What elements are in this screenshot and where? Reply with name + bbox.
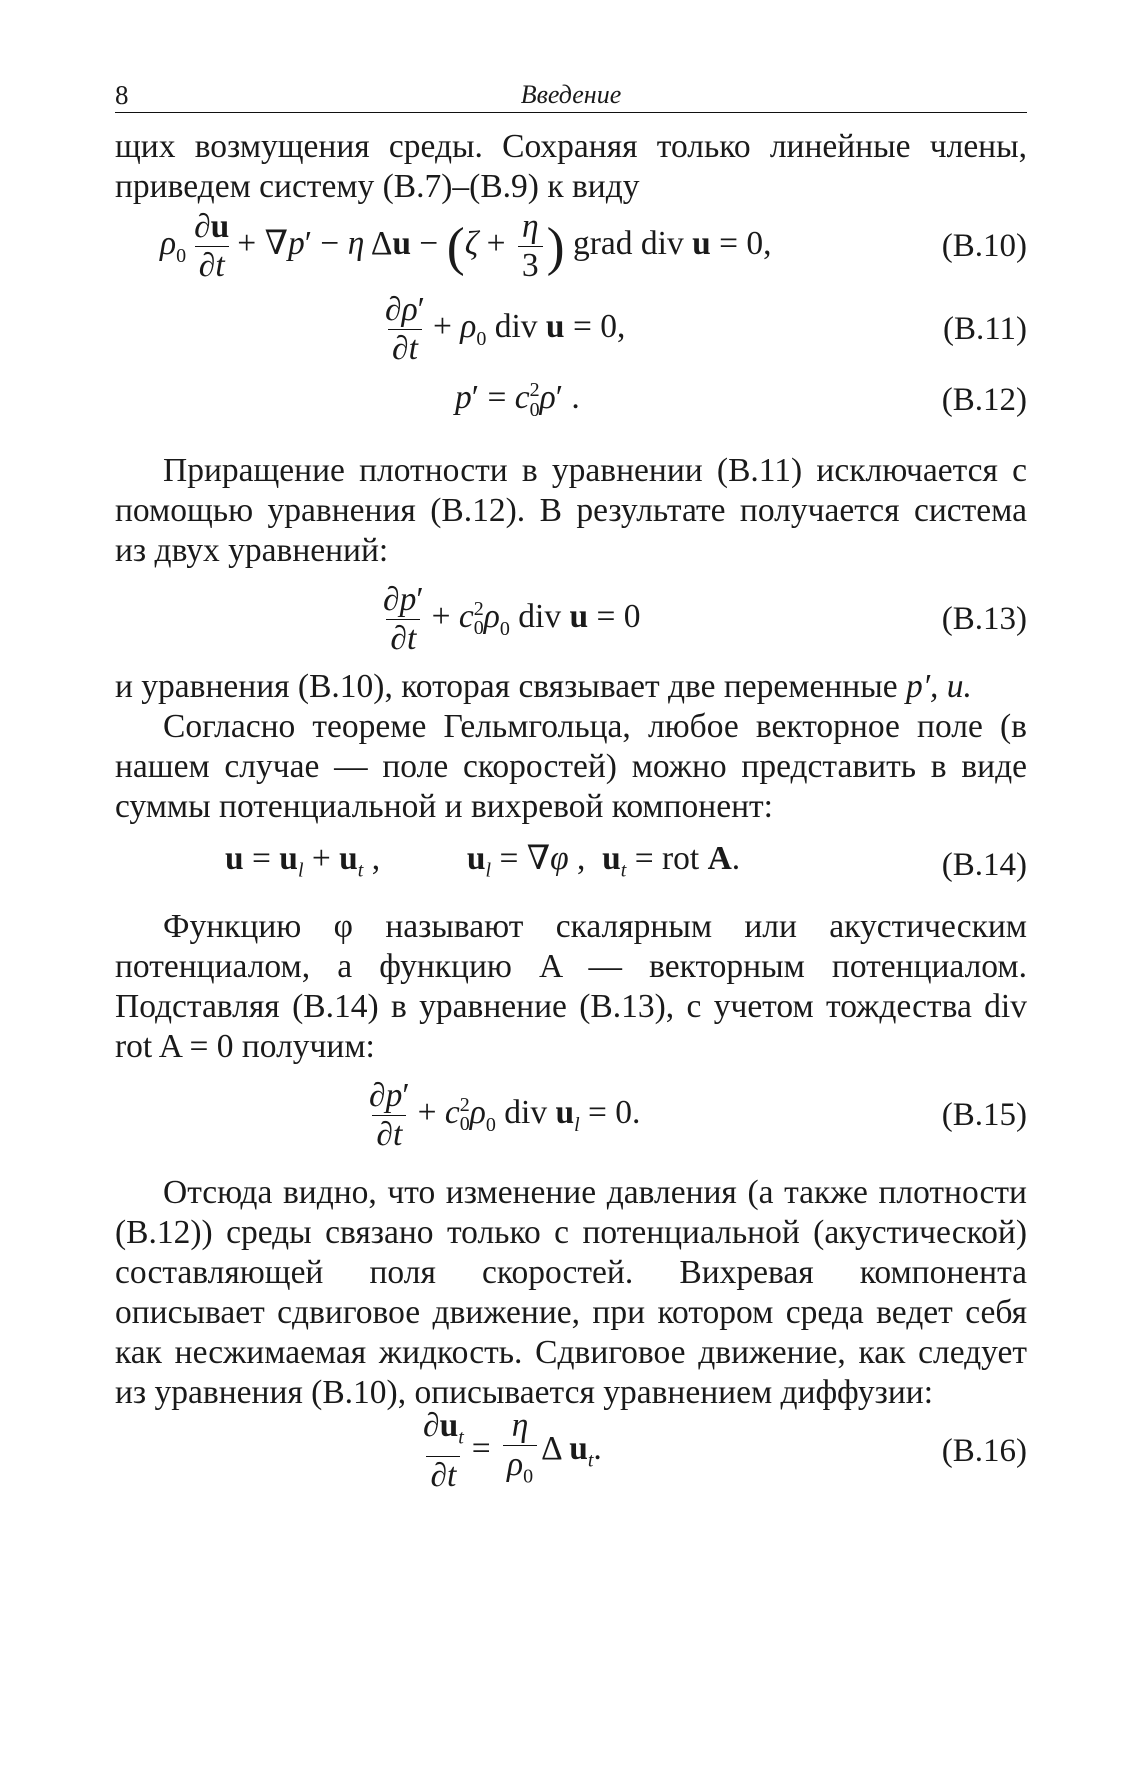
equation-number-b13: (В.13) bbox=[941, 601, 1027, 637]
equation-b14 bbox=[115, 827, 1027, 903]
paragraph-6: Отсюда видно, что изменение давления (а также плотности (В.12)) среды связано только с потенциальной (акустической) составляющей поля скоростей. Вихревая компонента описывает сдвиговое движение, при котором среда ведет себя как несжимаемая жидкость. Сдвиговое движение, как следует из уравнения (В.10), описывается уравнением диффузии: bbox=[115, 1174, 1027, 1411]
equation-number-b11: (В.11) bbox=[942, 311, 1027, 347]
book-page bbox=[115, 60, 1027, 1495]
running-title: Введение bbox=[520, 80, 622, 109]
page-header bbox=[115, 60, 1027, 113]
equation-number-b12: (В.12) bbox=[941, 382, 1027, 418]
equation-number-b15: (В.15) bbox=[941, 1097, 1027, 1133]
equation-b14-formula: $u = u_l + u_t$ , $u_l = \nabla\varphi$ , $u_t$ = rot A. bbox=[225, 840, 741, 882]
paragraph-1: щих возмущения среды. Сохраняя только линейные члены, приведем систему (В.7)–(В.9) к виду bbox=[115, 128, 1027, 205]
paragraph-4: Согласно теореме Гельмгольца, любое векторное поле (в нашем случае — поле скоростей) можно представить в виде суммы потенциальной и вихревой компонент: bbox=[115, 708, 1027, 825]
equation-b15-formula: $\frac{\partial p'}{\partial t}$ + $c^2_0\rho_0$ div $u_l = 0$. bbox=[369, 1076, 641, 1153]
page-number: 8 bbox=[115, 80, 129, 110]
paragraph-3-variables: p′, u. bbox=[905, 668, 972, 705]
page-body bbox=[115, 127, 1027, 1495]
equation-b13-formula: $\frac{\partial p'}{\partial t}$ + $c^2_0\rho_0$ div u = 0 bbox=[383, 580, 641, 657]
equation-b10-formula: $\rho_0$ $\frac{\partial u}{\partial t}$ + ∇p′ − η Δu − (ζ + $\frac{\eta}{3}$ ) grad div u = 0, bbox=[160, 207, 772, 284]
equation-b12-formula: $p' = c^2_0\rho'$ . bbox=[455, 379, 580, 421]
equation-number-b16: (В.16) bbox=[941, 1433, 1027, 1469]
equation-b13 bbox=[115, 571, 1027, 667]
paragraph-3 bbox=[115, 667, 1027, 707]
paragraph-2: Приращение плотности в уравнении (В.11) исключается с помощью уравнения (В.12). В результате получается система из двух уравнений: bbox=[115, 452, 1027, 569]
equation-number-b10: (В.10) bbox=[941, 228, 1027, 264]
equation-b15 bbox=[115, 1067, 1027, 1163]
equation-b11-formula: $\frac{\partial\rho'}{\partial t}$ + $\rho_0$ div u = 0, bbox=[385, 290, 626, 367]
equation-b16-formula: $\frac{\partial u_t}{\partial t}$ = $\frac{\eta}{\rho_0}$ Δ $u_t$. bbox=[423, 1406, 602, 1495]
equation-b12 bbox=[115, 373, 1027, 427]
equation-number-b14: (В.14) bbox=[941, 847, 1027, 883]
equation-b10 bbox=[115, 207, 1027, 285]
paragraph-3-text: и уравнения (В.10), которая связывает две переменные bbox=[115, 668, 898, 705]
equation-b11 bbox=[115, 285, 1027, 373]
equation-b16 bbox=[115, 1406, 1027, 1495]
paragraph-5: Функцию φ называют скалярным или акустическим потенциалом, а функцию A — векторным потенциалом. Подставляя (В.14) в уравнение (В.13), с учетом тождества div rot A = 0 получим: bbox=[115, 908, 1027, 1065]
